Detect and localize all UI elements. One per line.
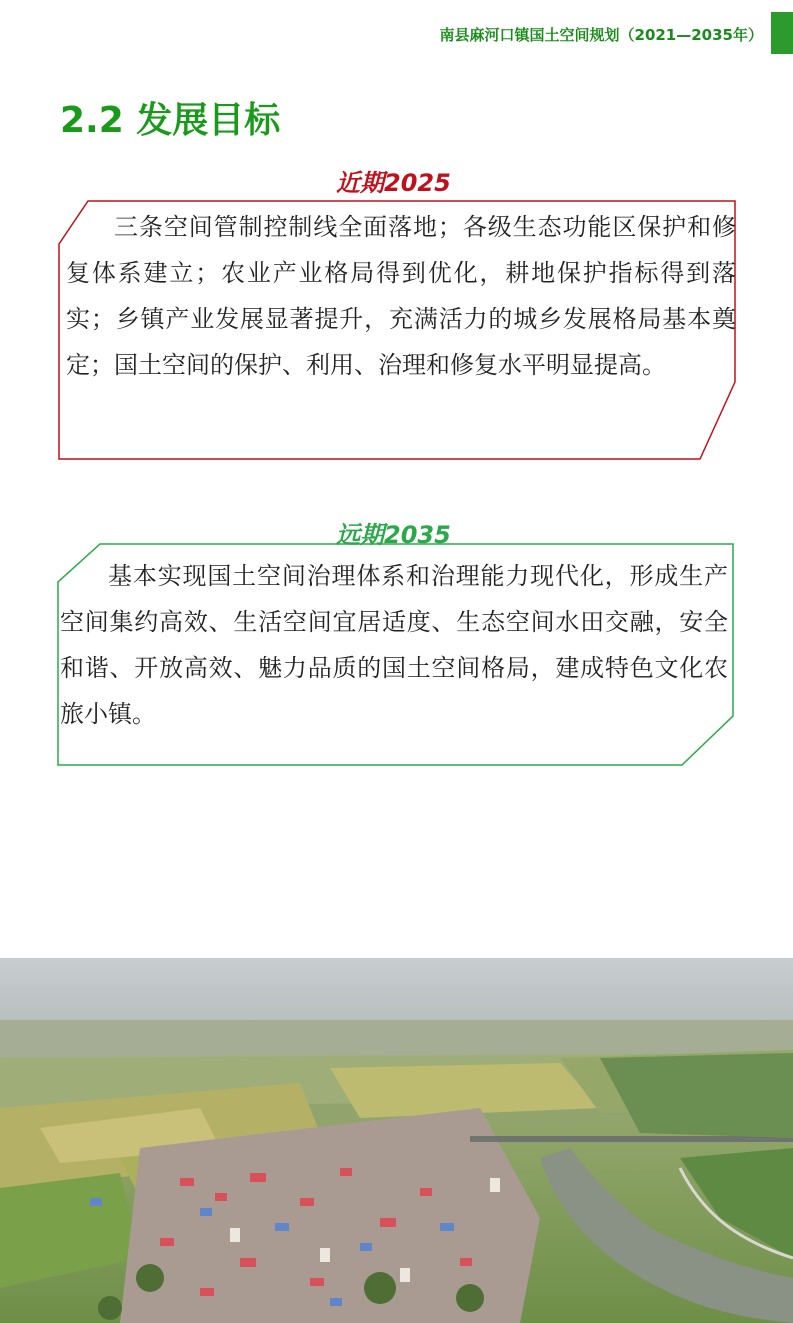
header-title: 南县麻河口镇国土空间规划（2021—2035年）	[439, 26, 763, 44]
long-term-text: 基本实现国土空间治理体系和治理能力现代化，形成生产空间集约高效、生活空间宜居适度、生态空间水田交融，安全和谐、开放高效、魅力品质的国土空间格局，建成特色文化农旅小镇。	[60, 562, 728, 728]
long-term-label: 远期2035	[336, 521, 451, 549]
near-term-text: 三条空间管制控制线全面落地；各级生态功能区保护和修复体系建立；农业产业格局得到优化，耕地保护指标得到落实；乡镇产业发展显著提升，充满活力的城乡发展格局基本奠定；国土空间的保护、利用、治理和修复水平明显提高。	[66, 213, 736, 379]
aerial-town-photo	[0, 958, 793, 1323]
section-title: 2.2 发展目标	[60, 100, 281, 141]
near-term-label: 近期2025	[336, 169, 451, 197]
